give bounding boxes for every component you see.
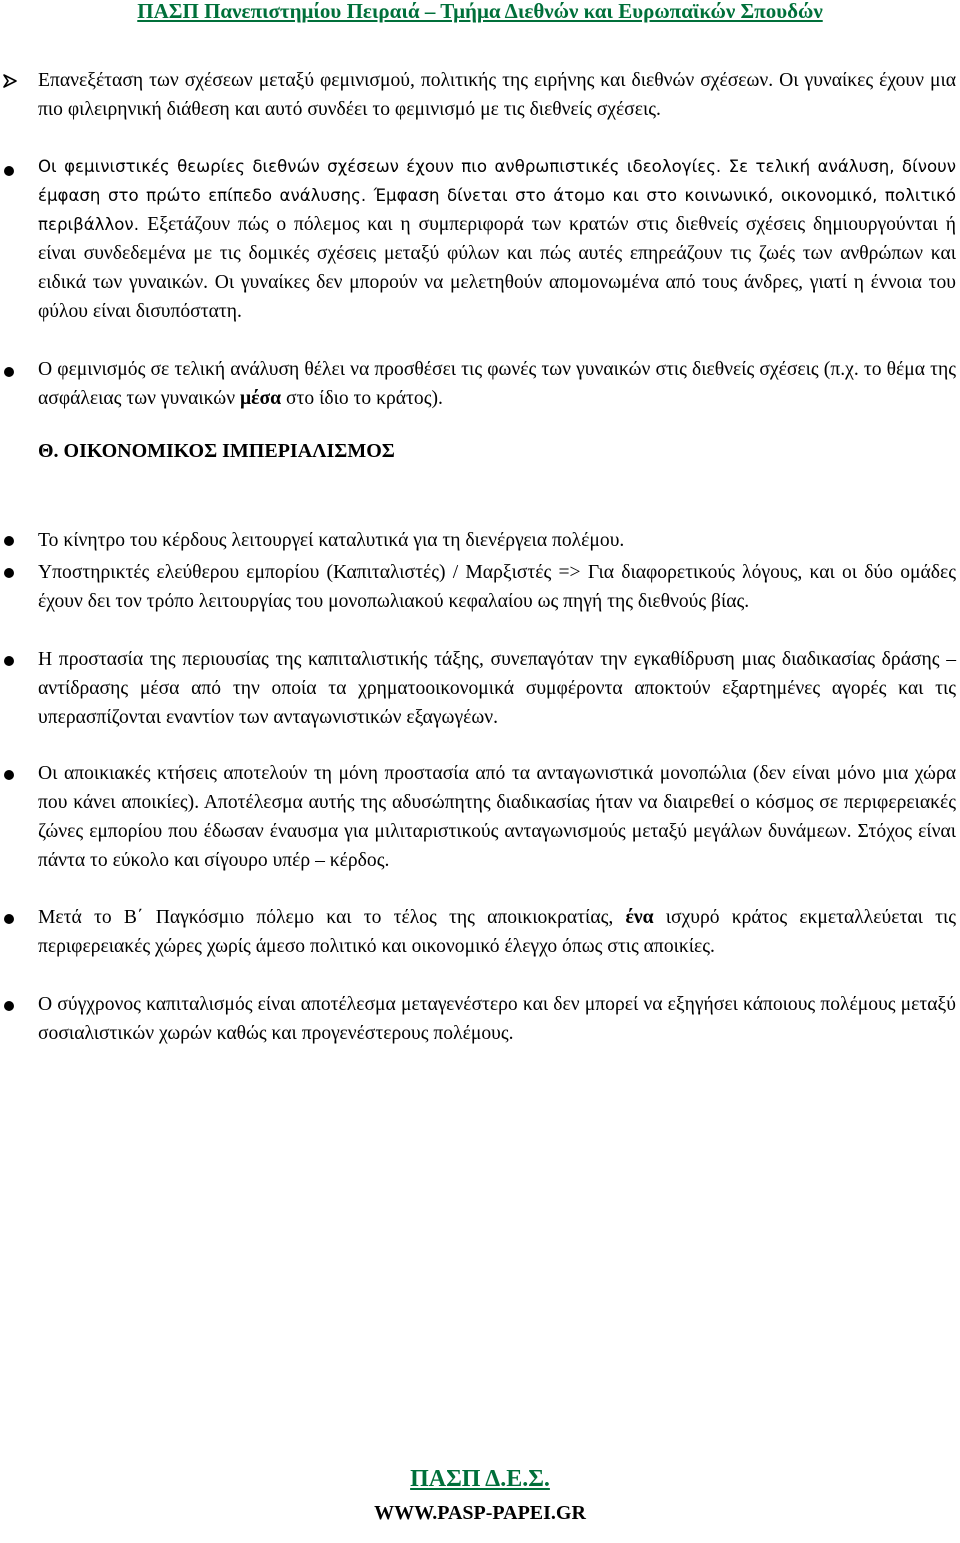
feminism-bullet-1-part2: Εξετάζουν πώς ο πόλεμος και η συμπεριφορά των κρατών στις διεθνείς σχέσεις δημιουργούνται ή είναι συνδεδεμένα με τις δομικές σχέσεις μεταξύ φύλων και πώς αυτές επηρεάζουν τις ζωές των ανθρώπων και ειδικά των γυναικών. Οι γυναίκες δεν μπορούν να μελετηθούν απομονωμένα από τους άνδρες, γιατί η έννοια του φύλου είναι δισυπόστατη. [38, 214, 957, 322]
page-header: ΠΑΣΠ Πανεπιστημίου Πειραιά – Τμήμα Διεθνών και Ευρωπαϊκών Σπουδών [137, 0, 823, 23]
feminism-bullet-2-end: στο ίδιο το κράτος). [281, 388, 443, 409]
bullet-icon [4, 1001, 14, 1011]
imperialism-bullet-2: Υποστηρικτές ελεύθερου εμπορίου (Καπιταλιστές) / Μαρξιστές => Για διαφορετικούς λόγους, και οι δύο ομάδες έχουν δει τον τρόπο λειτουργίας του μονοπωλιακού κεφαλαίου ως πηγή της διεθνούς βίας. [38, 562, 956, 612]
feminism-bullet-1-part1: Οι φεμινιστικές θεωρίες διεθνών σχέσεων έχουν πιο ανθρωπιστικές ιδεολογίες. Σε τελική ανάλυση, δίνουν έμφαση στο πρώτο επίπεδο ανάλυσης. Έμφαση δίνεται στο άτομο και στο κοινωνικό, οικονομικό, πολιτικό περιβάλλον. [38, 157, 956, 234]
feminism-bullet-2-bold: μέσα [239, 388, 282, 409]
imperialism-bullet-3: Η προστασία της περιουσίας της καπιταλιστικής τάξης, συνεπαγόταν την εγκαθίδρυση μιας διαδικασίας δράσης – αντίδρασης μέσα από την οποία τα χρηματοοικονομικά συμφέροντα αποκτούν εξαρτημένες αγορές και τις υπερασπίζονται εναντίον των ανταγωνιστικών εξαγωγέων. [38, 649, 956, 728]
bullet-icon [4, 367, 14, 377]
bullet-icon [4, 770, 14, 780]
imperialism-bullet-5-bold: ένα [625, 907, 654, 928]
imperialism-bullet-5 [38, 903, 956, 961]
imperialism-bullet-5-end: ισχυρό κράτος εκμεταλλεύεται τις περιφερειακές χώρες χωρίς άμεσο πολιτικό και οικονομικό έλεγχο όπως στις αποικίες. [38, 907, 956, 957]
bullet-icon [4, 166, 14, 176]
bullet-icon [4, 914, 14, 924]
footer-title: ΠΑΣΠ Δ.Ε.Σ. [410, 1466, 550, 1492]
imperialism-bullet-1: Το κίνητρο του κέρδους λειτουργεί καταλυτικά για τη διενέργεια πολέμου. [38, 530, 625, 551]
footer-url[interactable]: WWW.PASP-PAPEI.GR [374, 1502, 586, 1524]
feminism-bullet-2-text: Ο φεμινισμός σε τελική ανάλυση θέλει να προσθέσει τις φωνές των γυναικών στις διεθνείς σχέσεις (π.χ. το θέμα της ασφάλειας των γυναικών [38, 359, 956, 409]
feminism-bullet-2 [38, 355, 956, 413]
bullet-icon [4, 568, 14, 578]
bullet-icon [4, 656, 14, 666]
arrow-bullet-icon [2, 73, 18, 89]
imperialism-bullet-4: Οι αποικιακές κτήσεις αποτελούν τη μόνη προστασία από τα ανταγωνιστικά μονοπώλια (δεν είναι μόνο μια χώρα που κάνει αποικίες). Αποτέλεσμα αυτής της αδυσώπητης διαδικασίας ήταν να διαιρεθεί ο κόσμος σε περιφερειακές ζώνες εμπορίου που έδωσαν έναυσμα για μιλιταριστικούς ανταγωνισμούς μεταξύ μεγάλων δυνάμεων. Στόχος είναι πάντα το εύκολο και σίγουρο υπέρ – κέρδος. [38, 763, 956, 871]
imperialism-bullet-5-text: Μετά το Β΄ Παγκόσμιο πόλεμο και το τέλος της αποικιοκρατίας, [38, 907, 626, 928]
intro-paragraph: Επανεξέταση των σχέσεων μεταξύ φεμινισμού, πολιτικής της ειρήνης και διεθνών σχέσεων. Οι γυναίκες έχουν μια πιο φιλειρηνική διάθεση και αυτό συνδέει το φεμινισμό με τις διεθνείς σχέσεις. [38, 70, 956, 120]
bullet-icon [4, 536, 14, 546]
section-heading: Θ. ΟΙΚΟΝΟΜΙΚΟΣ ΙΜΠΕΡΙΑΛΙΣΜΟΣ [38, 440, 395, 462]
imperialism-bullet-6: Ο σύγχρονος καπιταλισμός είναι αποτέλεσμα μεταγενέστερο και δεν μπορεί να εξηγήσει κάποιους πολέμους μεταξύ σοσιαλιστικών χωρών καθώς και προγενέστερους πολέμους. [38, 994, 956, 1044]
feminism-bullet-1 [38, 152, 956, 326]
